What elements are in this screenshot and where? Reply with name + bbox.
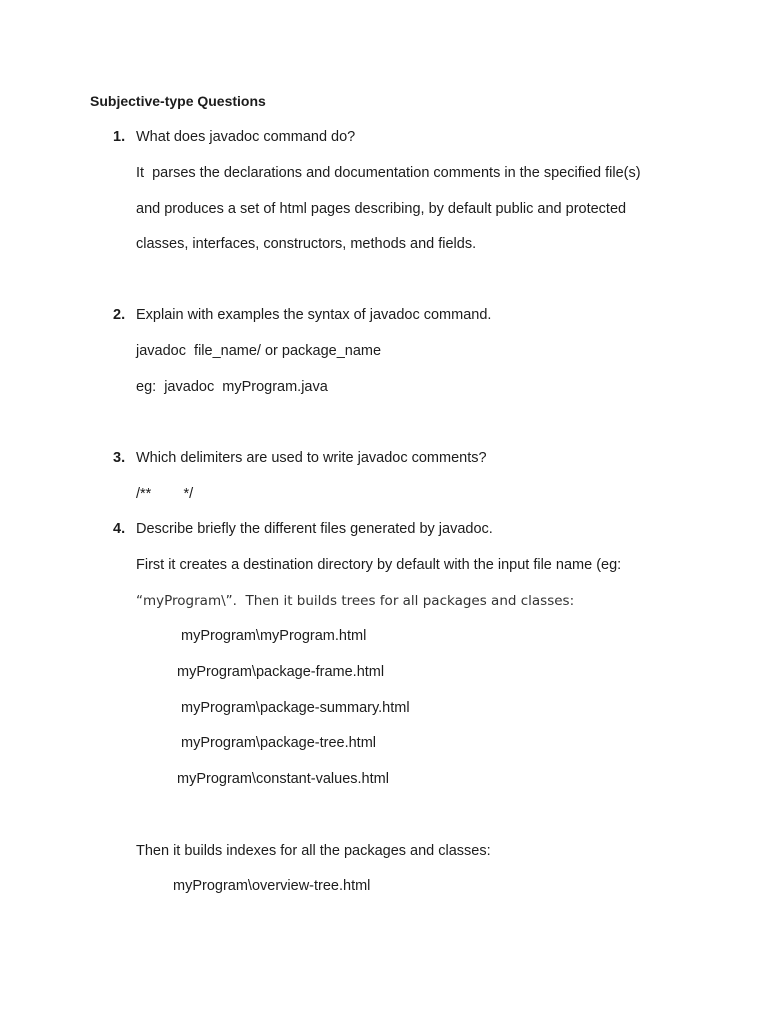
file-path: myProgram\package-tree.html <box>181 735 377 751</box>
question-number: 4. <box>113 521 126 537</box>
answer-line: It parses the declarations and documentation comments in the specified file(s) <box>136 165 641 181</box>
file-path: myProgram\overview-tree.html <box>173 878 371 894</box>
question-number: 3. <box>113 450 126 466</box>
answer-line: eg: javadoc myProgram.java <box>136 379 328 395</box>
question-text: What does javadoc command do? <box>136 129 356 145</box>
file-path: myProgram\package-summary.html <box>181 700 410 716</box>
answer-line: “myProgram\”. Then it builds trees for all packages and classes: <box>136 593 575 609</box>
answer-line: /** */ <box>136 486 194 502</box>
answer-line: Then it builds indexes for all the packages and classes: <box>136 843 491 859</box>
answer-line: and produces a set of html pages describing, by default public and protected <box>136 201 627 217</box>
answer-line: First it creates a destination directory by default with the input file name (eg: <box>136 557 622 573</box>
section-heading: Subjective-type Questions <box>90 93 266 109</box>
question-text: Describe briefly the different files generated by javadoc. <box>136 521 493 537</box>
answer-line: javadoc file_name/ or package_name <box>136 343 382 359</box>
file-path: myProgram\package-frame.html <box>177 664 385 680</box>
question-number: 1. <box>113 129 126 145</box>
question-number: 2. <box>113 307 126 323</box>
question-text: Which delimiters are used to write javadoc comments? <box>136 450 487 466</box>
file-path: myProgram\myProgram.html <box>181 628 367 644</box>
question-text: Explain with examples the syntax of javadoc command. <box>136 307 492 323</box>
file-path: myProgram\constant-values.html <box>177 771 389 787</box>
answer-line: classes, interfaces, constructors, methods and fields. <box>136 236 477 252</box>
